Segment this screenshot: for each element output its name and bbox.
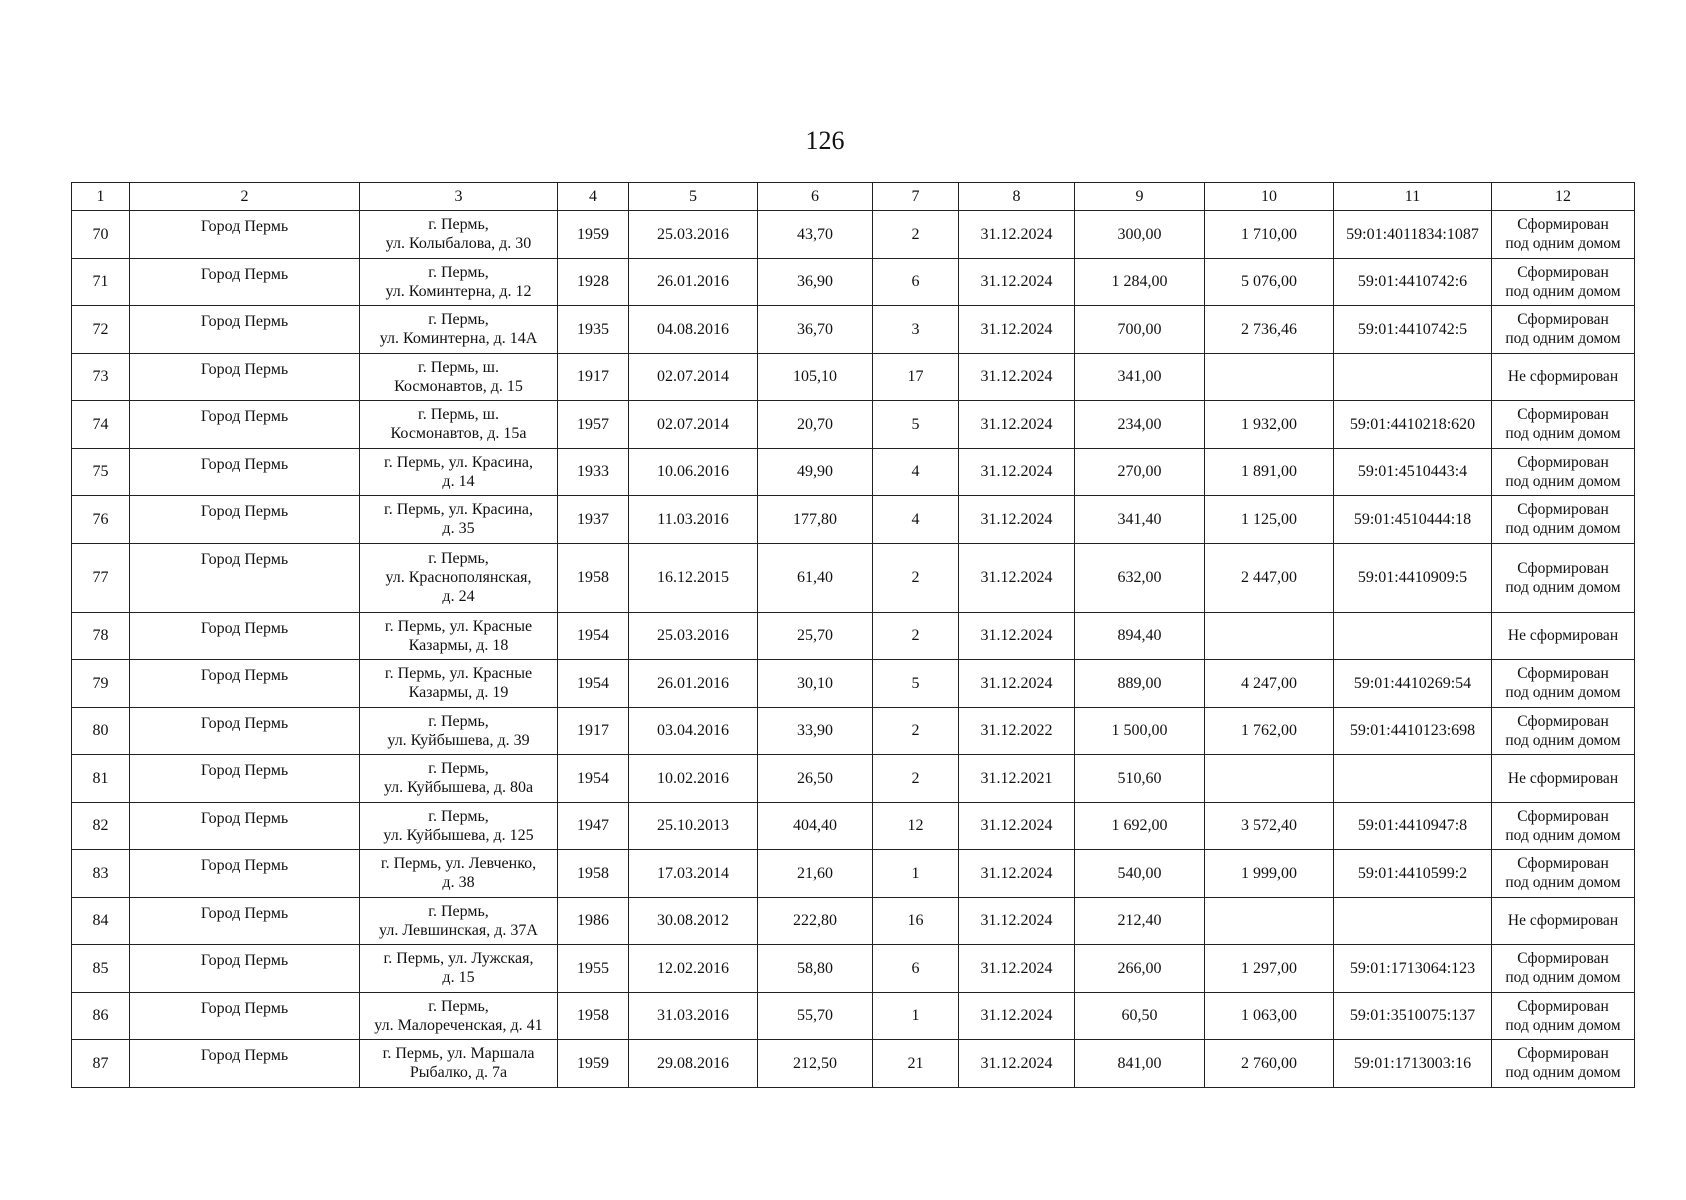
count-cell: 5 [873,401,959,449]
address-cell: г. Пермь, ул. Красные Казармы, д. 19 [360,660,558,708]
column-header: 7 [873,183,959,211]
date-cell: 31.03.2016 [629,992,758,1040]
area-cell-2: 60,50 [1075,992,1205,1040]
deadline-cell: 31.12.2024 [959,850,1075,898]
column-header: 2 [130,183,360,211]
land-area-cell: 1 125,00 [1205,496,1334,544]
table-body [72,211,1635,1088]
count-cell: 6 [873,258,959,306]
deadline-cell: 31.12.2024 [959,802,1075,850]
land-area-cell [1205,612,1334,660]
area-cell-2: 700,00 [1075,306,1205,354]
column-header: 1 [72,183,130,211]
cadastral-number-cell: 59:01:4410218:620 [1334,401,1492,449]
deadline-cell: 31.12.2024 [959,496,1075,544]
address-cell: г. Пермь, ул. Куйбышева, д. 125 [360,802,558,850]
year-cell: 1959 [558,211,629,259]
area-cell: 49,90 [758,448,873,496]
year-cell: 1917 [558,707,629,755]
status-cell: Сформирован под одним домом [1492,1040,1635,1088]
row-number-cell: 83 [72,850,130,898]
year-cell: 1954 [558,755,629,803]
address-cell: г. Пермь, ш. Космонавтов, д. 15а [360,401,558,449]
status-cell: Не сформирован [1492,755,1635,803]
count-cell: 2 [873,612,959,660]
address-cell: г. Пермь, ул. Маршала Рыбалко, д. 7а [360,1040,558,1088]
column-header: 11 [1334,183,1492,211]
area-cell: 58,80 [758,945,873,993]
table-row [72,707,1635,755]
municipality-cell: Город Пермь [130,850,360,898]
municipality-cell: Город Пермь [130,306,360,354]
area-cell: 21,60 [758,850,873,898]
count-cell: 2 [873,211,959,259]
count-cell: 4 [873,496,959,544]
municipality-cell: Город Пермь [130,802,360,850]
address-cell: г. Пермь, ул. Куйбышева, д. 39 [360,707,558,755]
table-row [72,1040,1635,1088]
area-cell: 26,50 [758,755,873,803]
date-cell: 25.10.2013 [629,802,758,850]
date-cell: 17.03.2014 [629,850,758,898]
area-cell: 36,70 [758,306,873,354]
land-area-cell [1205,353,1334,401]
count-cell: 2 [873,543,959,612]
column-header: 6 [758,183,873,211]
cadastral-number-cell: 59:01:4410742:6 [1334,258,1492,306]
land-area-cell: 5 076,00 [1205,258,1334,306]
date-cell: 25.03.2016 [629,211,758,259]
area-cell-2: 510,60 [1075,755,1205,803]
row-number-cell: 80 [72,707,130,755]
column-header: 10 [1205,183,1334,211]
date-cell: 12.02.2016 [629,945,758,993]
column-header: 9 [1075,183,1205,211]
date-cell: 16.12.2015 [629,543,758,612]
year-cell: 1917 [558,353,629,401]
municipality-cell: Город Пермь [130,660,360,708]
address-cell: г. Пермь, ул. Лужская, д. 15 [360,945,558,993]
row-number-cell: 78 [72,612,130,660]
row-number-cell: 76 [72,496,130,544]
cadastral-number-cell: 59:01:1713003:16 [1334,1040,1492,1088]
cadastral-number-cell: 59:01:4410909:5 [1334,543,1492,612]
status-cell: Сформирован под одним домом [1492,850,1635,898]
area-cell: 43,70 [758,211,873,259]
column-header: 5 [629,183,758,211]
land-area-cell: 1 063,00 [1205,992,1334,1040]
land-area-cell: 1 999,00 [1205,850,1334,898]
status-cell: Не сформирован [1492,353,1635,401]
status-cell: Сформирован под одним домом [1492,660,1635,708]
row-number-cell: 84 [72,897,130,945]
status-cell: Сформирован под одним домом [1492,306,1635,354]
deadline-cell: 31.12.2024 [959,992,1075,1040]
address-cell: г. Пермь, ул. Красина, д. 14 [360,448,558,496]
municipality-cell: Город Пермь [130,448,360,496]
area-cell: 61,40 [758,543,873,612]
address-cell: г. Пермь, ул. Красные Казармы, д. 18 [360,612,558,660]
address-cell: г. Пермь, ул. Левченко, д. 38 [360,850,558,898]
municipality-cell: Город Пермь [130,496,360,544]
row-number-cell: 85 [72,945,130,993]
area-cell: 222,80 [758,897,873,945]
land-area-cell [1205,897,1334,945]
address-cell: г. Пермь, ул. Малореченская, д. 41 [360,992,558,1040]
municipality-cell: Город Пермь [130,1040,360,1088]
column-header: 3 [360,183,558,211]
year-cell: 1933 [558,448,629,496]
date-cell: 25.03.2016 [629,612,758,660]
area-cell: 177,80 [758,496,873,544]
deadline-cell: 31.12.2024 [959,612,1075,660]
area-cell: 55,70 [758,992,873,1040]
status-cell: Сформирован под одним домом [1492,992,1635,1040]
year-cell: 1986 [558,897,629,945]
area-cell-2: 212,40 [1075,897,1205,945]
area-cell-2: 540,00 [1075,850,1205,898]
area-cell-2: 234,00 [1075,401,1205,449]
row-number-cell: 77 [72,543,130,612]
land-area-cell: 2 760,00 [1205,1040,1334,1088]
date-cell: 04.08.2016 [629,306,758,354]
address-cell: г. Пермь, ул. Левшинская, д. 37А [360,897,558,945]
column-header: 12 [1492,183,1635,211]
status-cell: Сформирован под одним домом [1492,496,1635,544]
land-area-cell: 4 247,00 [1205,660,1334,708]
row-number-cell: 75 [72,448,130,496]
row-number-cell: 72 [72,306,130,354]
date-cell: 02.07.2014 [629,401,758,449]
cadastral-number-cell: 59:01:4410599:2 [1334,850,1492,898]
deadline-cell: 31.12.2024 [959,448,1075,496]
area-cell: 20,70 [758,401,873,449]
deadline-cell: 31.12.2024 [959,306,1075,354]
land-area-cell: 1 891,00 [1205,448,1334,496]
municipality-cell: Город Пермь [130,258,360,306]
address-cell: г. Пермь, ул. Коминтерна, д. 14А [360,306,558,354]
area-cell: 212,50 [758,1040,873,1088]
cadastral-number-cell [1334,755,1492,803]
table-row [72,353,1635,401]
land-area-cell: 2 736,46 [1205,306,1334,354]
date-cell: 10.06.2016 [629,448,758,496]
area-cell: 36,90 [758,258,873,306]
area-cell: 404,40 [758,802,873,850]
status-cell: Сформирован под одним домом [1492,543,1635,612]
row-number-cell: 79 [72,660,130,708]
cadastral-number-cell: 59:01:4510444:18 [1334,496,1492,544]
count-cell: 1 [873,850,959,898]
count-cell: 1 [873,992,959,1040]
cadastral-number-cell: 59:01:4410947:8 [1334,802,1492,850]
year-cell: 1937 [558,496,629,544]
cadastral-number-cell [1334,612,1492,660]
deadline-cell: 31.12.2024 [959,897,1075,945]
row-number-cell: 74 [72,401,130,449]
municipality-cell: Город Пермь [130,897,360,945]
area-cell-2: 1 692,00 [1075,802,1205,850]
table-row [72,945,1635,993]
deadline-cell: 31.12.2024 [959,353,1075,401]
column-header: 4 [558,183,629,211]
row-number-cell: 81 [72,755,130,803]
land-area-cell: 1 762,00 [1205,707,1334,755]
count-cell: 5 [873,660,959,708]
land-area-cell: 1 297,00 [1205,945,1334,993]
area-cell-2: 1 284,00 [1075,258,1205,306]
table-row [72,448,1635,496]
row-number-cell: 86 [72,992,130,1040]
land-area-cell: 3 572,40 [1205,802,1334,850]
table-row [72,211,1635,259]
deadline-cell: 31.12.2024 [959,660,1075,708]
area-cell: 105,10 [758,353,873,401]
year-cell: 1959 [558,1040,629,1088]
municipality-cell: Город Пермь [130,543,360,612]
area-cell-2: 341,40 [1075,496,1205,544]
area-cell-2: 300,00 [1075,211,1205,259]
area-cell-2: 894,40 [1075,612,1205,660]
municipality-cell: Город Пермь [130,755,360,803]
count-cell: 17 [873,353,959,401]
housing-registry-table [71,182,1635,1088]
status-cell: Не сформирован [1492,612,1635,660]
status-cell: Сформирован под одним домом [1492,802,1635,850]
land-area-cell: 1 932,00 [1205,401,1334,449]
status-cell: Сформирован под одним домом [1492,211,1635,259]
table-row [72,401,1635,449]
count-cell: 2 [873,755,959,803]
page-number: 126 [805,126,845,155]
row-number-cell: 87 [72,1040,130,1088]
area-cell-2: 841,00 [1075,1040,1205,1088]
area-cell-2: 1 500,00 [1075,707,1205,755]
table-row [72,850,1635,898]
cadastral-number-cell [1334,353,1492,401]
address-cell: г. Пермь, ул. Красина, д. 35 [360,496,558,544]
address-cell: г. Пермь, ш. Космонавтов, д. 15 [360,353,558,401]
row-number-cell: 82 [72,802,130,850]
year-cell: 1954 [558,612,629,660]
count-cell: 16 [873,897,959,945]
table-row [72,660,1635,708]
address-cell: г. Пермь, ул. Колыбалова, д. 30 [360,211,558,259]
count-cell: 21 [873,1040,959,1088]
area-cell: 33,90 [758,707,873,755]
deadline-cell: 31.12.2024 [959,258,1075,306]
date-cell: 10.02.2016 [629,755,758,803]
year-cell: 1958 [558,992,629,1040]
year-cell: 1954 [558,660,629,708]
cadastral-number-cell: 59:01:4410269:54 [1334,660,1492,708]
date-cell: 30.08.2012 [629,897,758,945]
status-cell: Сформирован под одним домом [1492,707,1635,755]
area-cell-2: 266,00 [1075,945,1205,993]
status-cell: Сформирован под одним домом [1492,945,1635,993]
year-cell: 1947 [558,802,629,850]
date-cell: 02.07.2014 [629,353,758,401]
area-cell-2: 270,00 [1075,448,1205,496]
cadastral-number-cell: 59:01:4011834:1087 [1334,211,1492,259]
date-cell: 03.04.2016 [629,707,758,755]
date-cell: 26.01.2016 [629,258,758,306]
year-cell: 1955 [558,945,629,993]
table-row [72,258,1635,306]
deadline-cell: 31.12.2024 [959,945,1075,993]
year-cell: 1935 [558,306,629,354]
table-row [72,496,1635,544]
land-area-cell: 2 447,00 [1205,543,1334,612]
address-cell: г. Пермь, ул. Куйбышева, д. 80а [360,755,558,803]
table-row [72,612,1635,660]
deadline-cell: 31.12.2024 [959,211,1075,259]
area-cell: 30,10 [758,660,873,708]
row-number-cell: 71 [72,258,130,306]
year-cell: 1957 [558,401,629,449]
table-row [72,992,1635,1040]
table-row [72,897,1635,945]
cadastral-number-cell: 59:01:4410742:5 [1334,306,1492,354]
area-cell: 25,70 [758,612,873,660]
cadastral-number-cell: 59:01:4510443:4 [1334,448,1492,496]
deadline-cell: 31.12.2021 [959,755,1075,803]
land-area-cell [1205,755,1334,803]
cadastral-number-cell: 59:01:1713064:123 [1334,945,1492,993]
address-cell: г. Пермь, ул. Краснополянская, д. 24 [360,543,558,612]
table-row [72,543,1635,612]
municipality-cell: Город Пермь [130,707,360,755]
table-row [72,306,1635,354]
area-cell-2: 889,00 [1075,660,1205,708]
address-cell: г. Пермь, ул. Коминтерна, д. 12 [360,258,558,306]
count-cell: 6 [873,945,959,993]
table-row [72,802,1635,850]
municipality-cell: Город Пермь [130,401,360,449]
count-cell: 12 [873,802,959,850]
row-number-cell: 73 [72,353,130,401]
deadline-cell: 31.12.2024 [959,401,1075,449]
column-header: 8 [959,183,1075,211]
count-cell: 2 [873,707,959,755]
count-cell: 4 [873,448,959,496]
date-cell: 29.08.2016 [629,1040,758,1088]
municipality-cell: Город Пермь [130,353,360,401]
cadastral-number-cell [1334,897,1492,945]
column-number-header-row [72,183,1635,211]
deadline-cell: 31.12.2024 [959,543,1075,612]
area-cell-2: 632,00 [1075,543,1205,612]
land-area-cell: 1 710,00 [1205,211,1334,259]
status-cell: Сформирован под одним домом [1492,401,1635,449]
deadline-cell: 31.12.2024 [959,1040,1075,1088]
municipality-cell: Город Пермь [130,945,360,993]
year-cell: 1958 [558,850,629,898]
deadline-cell: 31.12.2022 [959,707,1075,755]
year-cell: 1958 [558,543,629,612]
municipality-cell: Город Пермь [130,612,360,660]
table-row [72,755,1635,803]
status-cell: Сформирован под одним домом [1492,258,1635,306]
municipality-cell: Город Пермь [130,211,360,259]
count-cell: 3 [873,306,959,354]
date-cell: 26.01.2016 [629,660,758,708]
year-cell: 1928 [558,258,629,306]
cadastral-number-cell: 59:01:4410123:698 [1334,707,1492,755]
date-cell: 11.03.2016 [629,496,758,544]
municipality-cell: Город Пермь [130,992,360,1040]
status-cell: Не сформирован [1492,897,1635,945]
cadastral-number-cell: 59:01:3510075:137 [1334,992,1492,1040]
status-cell: Сформирован под одним домом [1492,448,1635,496]
row-number-cell: 70 [72,211,130,259]
area-cell-2: 341,00 [1075,353,1205,401]
